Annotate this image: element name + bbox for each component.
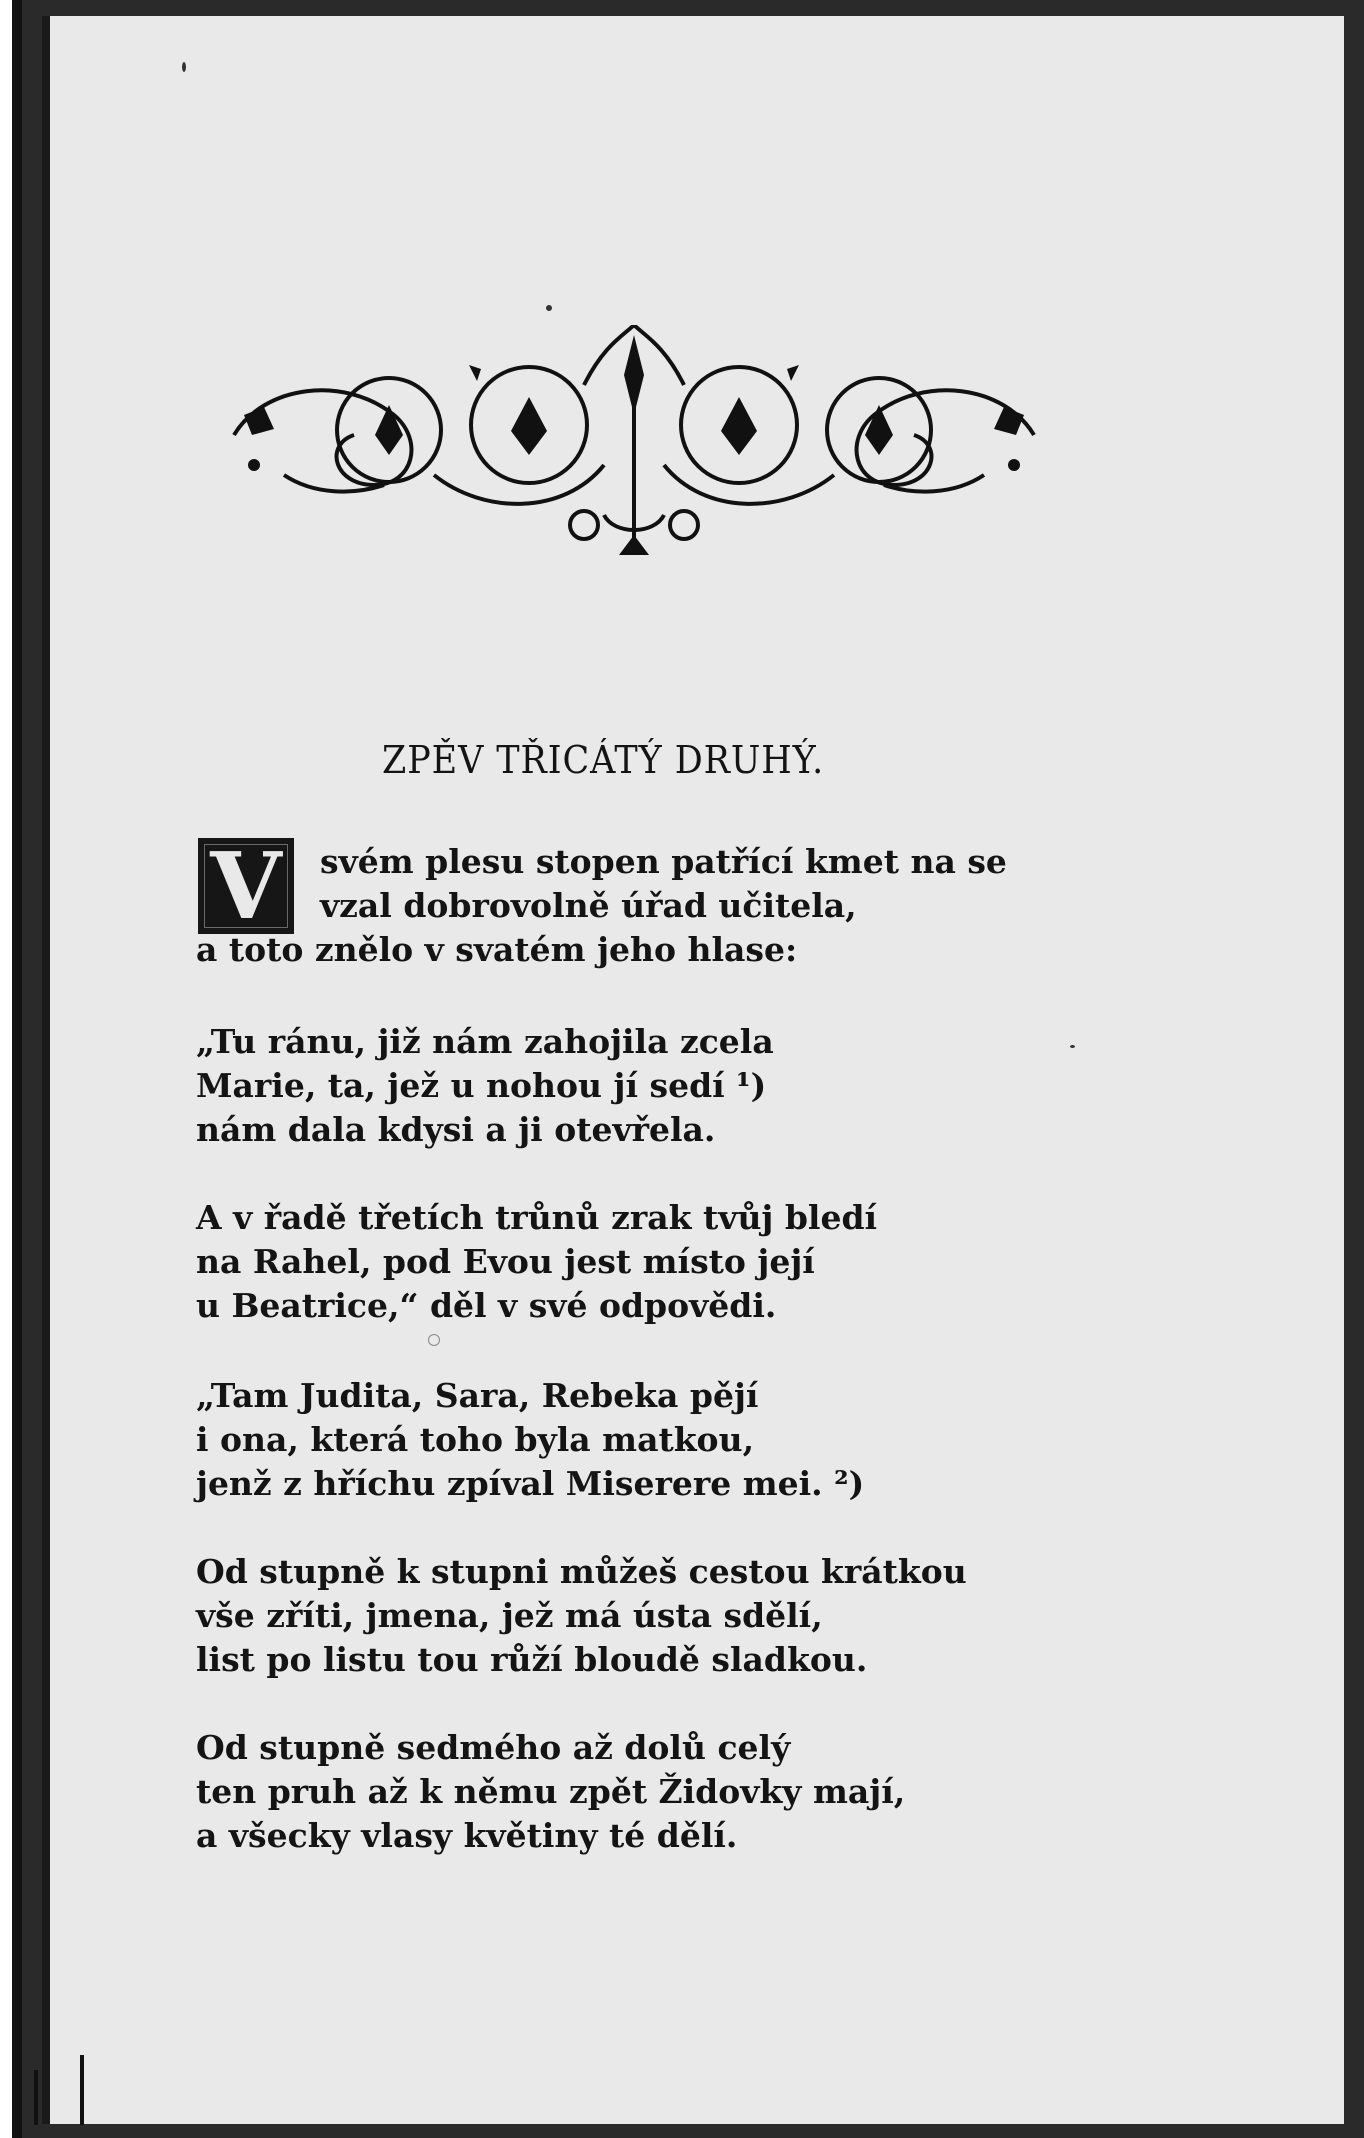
- stanza-4: [196, 1374, 1196, 1506]
- stanza-5: [196, 1550, 1196, 1682]
- verse-line: list po listu tou růží bloudě sladkou.: [196, 1640, 868, 1679]
- dropcap-letter: V: [210, 832, 282, 940]
- stanza-2: [196, 1020, 1196, 1152]
- scan-edge: [0, 0, 22, 2138]
- verse-line: vzal dobrovolně úřad učitela,: [320, 886, 857, 925]
- scan-speck: [1070, 1045, 1075, 1048]
- verse-line: svém plesu stopen patřící kmet na se: [320, 842, 1007, 881]
- stanza-3: [196, 1196, 1196, 1328]
- verse-line: Od stupně k stupni můžeš cestou krátkou: [196, 1552, 967, 1591]
- verse-line: a toto znělo v svatém jeho hlase:: [196, 930, 798, 969]
- verse-line: a všecky vlasy květiny té dělí.: [196, 1816, 738, 1855]
- scan-speck: [182, 62, 186, 72]
- scan-speck: [546, 305, 552, 311]
- verse-line: vše zříti, jmena, jež má ústa sdělí,: [196, 1596, 823, 1635]
- verse-line: A v řadě třetích trůnů zrak tvůj bledí: [196, 1198, 878, 1237]
- floral-ornament-headpiece: [224, 325, 1044, 565]
- verse-line: „Tu ránu, již nám zahojila zcela: [196, 1022, 774, 1061]
- verse-line: ten pruh až k němu zpět Židovky mají,: [196, 1772, 906, 1811]
- chapter-title: ZPĚV TŘICÁTÝ DRUHÝ.: [382, 738, 825, 782]
- verse-line: Od stupně sedmého až dolů celý: [196, 1728, 791, 1767]
- verse-line: i ona, která toho byla matkou,: [196, 1420, 755, 1459]
- verse-line: Marie, ta, jež u nohou jí sedí ¹): [196, 1066, 767, 1105]
- scan-edge-bar: [12, 0, 22, 2138]
- verse-line: nám dala kdysi a ji otevřela.: [196, 1110, 716, 1149]
- stanza-1: [196, 840, 1196, 972]
- scan-edge-mark: [80, 2055, 84, 2125]
- verse-line: u Beatrice,“ děl v své odpovědi.: [196, 1286, 777, 1325]
- verse-line: na Rahel, pod Evou jest místo její: [196, 1242, 815, 1281]
- stanza-6: [196, 1726, 1196, 1858]
- scan-speck: [428, 1334, 440, 1346]
- scan-edge-mark: [34, 2070, 38, 2125]
- verse-line: „Tam Judita, Sara, Rebeka pějí: [196, 1376, 759, 1415]
- verse-line: jenž z hříchu zpíval Miserere mei. ²): [196, 1464, 865, 1503]
